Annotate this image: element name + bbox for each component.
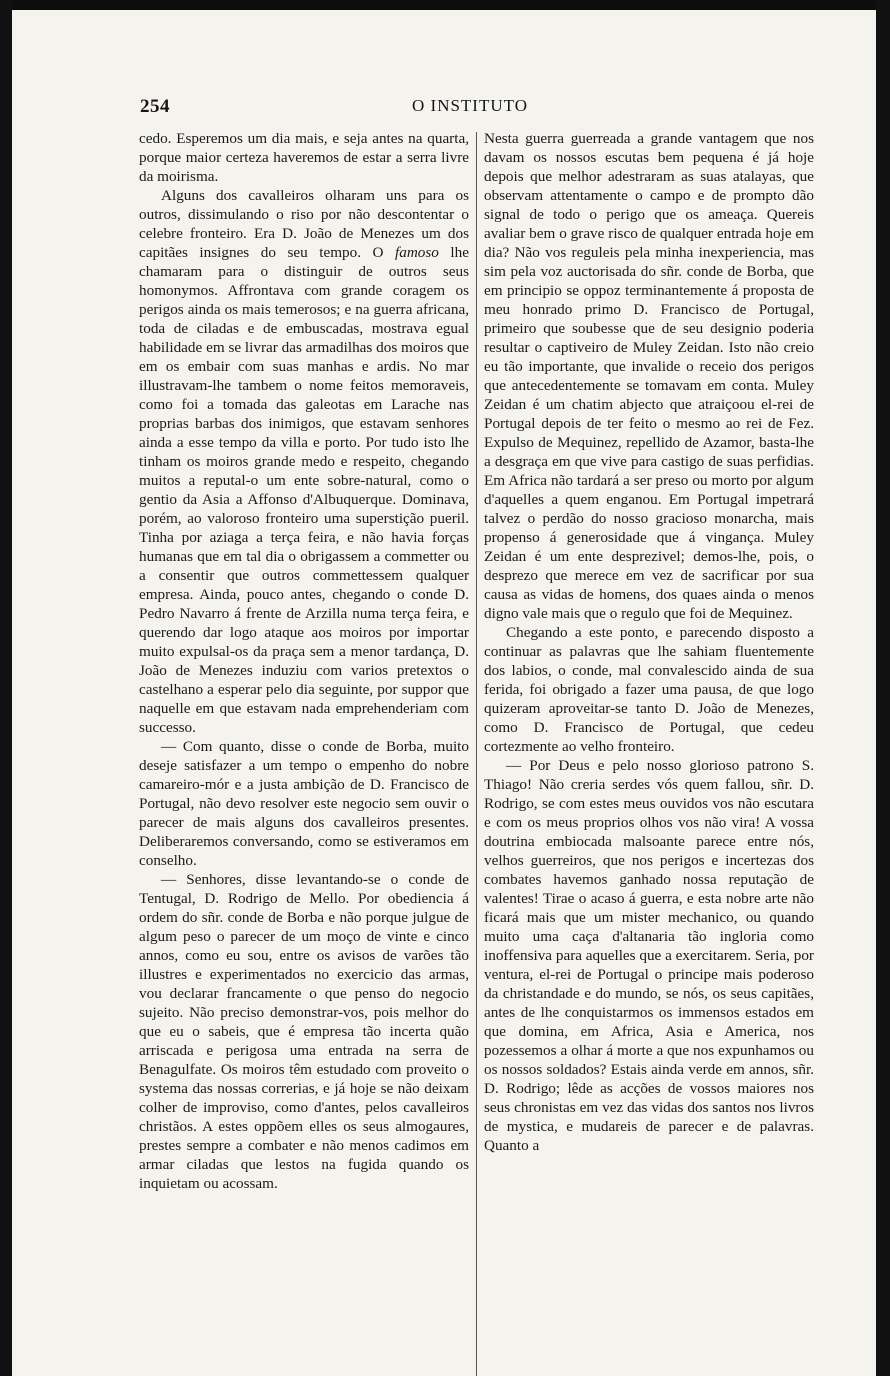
paragraph-text: Alguns dos cavalleiros olharam uns para os outros, dissimulando o riso por não descontentar o celebre fronteiro. Era D. João de Menezes um dos capitães insignes do seu tempo. O [139,187,469,261]
left-column [139,129,469,1193]
paragraph: — Por Deus e pelo nosso glorioso patrono S. Thiago! Não creria serdes vós quem fallou, sñr. D. Rodrigo, se com estes meus ouvidos vos não escutara e com os meus proprios olhos vos não vira! A vossa doutrina embiocada malsoante parece entre nós, velhos guerreiros, que nos perigos e incertezas dos combates havemos ganhado nossa reputação de valentes! Tirae o acaso á guerra, e esta nobre arte não ficará mais que um mister mechanico, ou quando muito uma caça d'altanaria tão ingloria como inoffensiva para aquelles que a exercitarem. Seria, por ventura, el-rei de Portugal o principe mais poderoso da christandade e do mundo, se nós, os seus capitães, antes de lhe conquistarmos os immensos estados em que domina, em Africa, Asia e America, nos pozessemos a olhar á morte a que nos expunhamos ou os nossos soldados? Estais ainda verde em annos, sñr. D. Rodrigo; lêde as acções de vossos maiores nos seus chronistas em vez das vidas dos santos nos livros de mystica, e mudareis de parecer e de palavras. Quanto a [484,757,814,1154]
running-head: O INSTITUTO [412,96,528,115]
paragraph: — Com quanto, disse o conde de Borba, muito deseje satisfazer a um tempo o empenho do nobre camareiro-mór e a justa ambição de D. Francisco de Portugal, não devo resolver este negocio sem ouvir o parecer de mais alguns dos cavalleiros presentes. Deliberaremos conversando, como se estiveramos em conselho. [139,738,469,869]
paragraph-text: lhe chamaram para o distinguir de outros seus homonymos. Affrontava com grande coragem os perigos ainda os mais temerosos; e na guerra africana, toda de ciladas e de embuscadas, mostrava egual habilidade em se livrar das armadilhas dos moiros que em os embair com suas manhas e ardis. No mar illustravam-lhe tambem o nome feitos memoraveis, como foi a tomada das galeotas em Larache nas proprias barbas dos inimigos, que estavam senhores ainda a esse tempo da villa e porto. Por tudo isto lhe tinham os moiros grande medo e respeito, chegando muitos a reputal-o um ente sobre-natural, como o gentio da Asia a Affonso d'Albuquerque. Dominava, porém, ao valoroso fronteiro uma superstição pueril. Tinha por aziaga a terça feira, e não havia forças humanas que em tal dia o obrigassem a commetter ou a consentir que outros commettessem qualquer empresa. Ainda, pouco antes, chegando o conde D. Pedro Navarro á frente de Arzilla numa terça feira, e querendo dar logo ataque aos moiros por importar muito expulsal-os da praça sem a menor tardança, D. João de Menezes induziu com varios pretextos o castelhano a esperar pelo dia seguinte, por suppor que naquelle em que estavam nada emprehenderiam com successo. [139,244,469,736]
paragraph: cedo. Esperemos um dia mais, e seja antes na quarta, porque maior certeza haveremos de estar a serra livre da moirisma. [139,130,469,185]
page-header [12,88,876,118]
paragraph: Chegando a este ponto, e parecendo disposto a continuar as palavras que lhe sahiam fluentemente dos labios, o conde, mal convalescido ainda de sua ferida, foi obrigado a fazer uma pausa, de que logo quizeram aproveitar-se tanto D. João de Menezes, como D. Francisco de Portugal, que cedeu cortezmente ao velho fronteiro. [484,624,814,755]
right-column [484,129,814,1155]
column-divider [476,132,477,1376]
paragraph: Nesta guerra guerreada a grande vantagem que nos davam os nossos escutas bem pequena é já hoje depois que melhor adestraram as suas atalayas, que observam attentamente o campo e de prompto dão signal de todo o perigo que os ameaça. Quereis avaliar bem o grave risco de qualquer entrada hoje em dia? Não vos reguleis pela minha inexperiencia, mas sim pela voz auctorisada do sñr. conde de Borba, que em principio se oppoz terminantemente á proposta de meu honrado primo D. Francisco de Portugal, primeiro que soubesse que de seu designio poderia resultar o captiveiro de Muley Zeidan. Isto não creio eu tão importante, que invalide o receio dos perigos que antecedentemente se tomavam em conta. Muley Zeidan é um chatim abjecto que atraiçoou el-rei de Portugal depois de ter feito o mesmo ao rei de Fez. Expulso de Mequinez, repellido de Azamor, basta-lhe a desgraça em que vive para castigo de suas perfidias. Em Africa não tardará a ser preso ou morto por algum d'aquelles a quem enganou. Em Portugal impetrará talvez o perdão do nosso gracioso monarcha, mais propenso á generosidade que á vingança. Muley Zeidan é um ente desprezivel; demos-lhe, pois, o desprezo que merece em vez de sacrificar por sua causa as vidas de homens, dos quaes ainda o menos digno vale mais que o regulo que foi de Mequinez. [484,130,814,622]
page-number: 254 [140,96,170,117]
paragraph: — Senhores, disse levantando-se o conde de Tentugal, D. Rodrigo de Mello. Por obediencia á ordem do sñr. conde de Borba e não porque julgue de algum peso o parecer de um moço de vinte e cinco annos, como eu sou, entre os avisos de varões tão illustres e experimentados no exercicio das armas, vou declarar francamente o que penso do negocio sujeito. Não preciso demonstrar-vos, pois melhor do que eu o sabeis, que é empresa tão incerta quão arriscada e perigosa uma entrada na serra de Benagulfate. Os moiros têm estudado com proveito o systema das nossas correrias, e já hoje se não deixam colher de improviso, como d'antes, pelos cavalleiros christãos. A estes oppõem elles os seus almogaures, prestes sempre a combater e não menos cadimos em armar ciladas que lestos na fugida quando os inquietam ou acossam. [139,871,469,1192]
italic-word: famoso [395,244,439,261]
scan-border-left [0,0,12,1376]
scan-border-right [876,0,890,1376]
paragraph [139,186,469,737]
book-page [12,10,876,1376]
